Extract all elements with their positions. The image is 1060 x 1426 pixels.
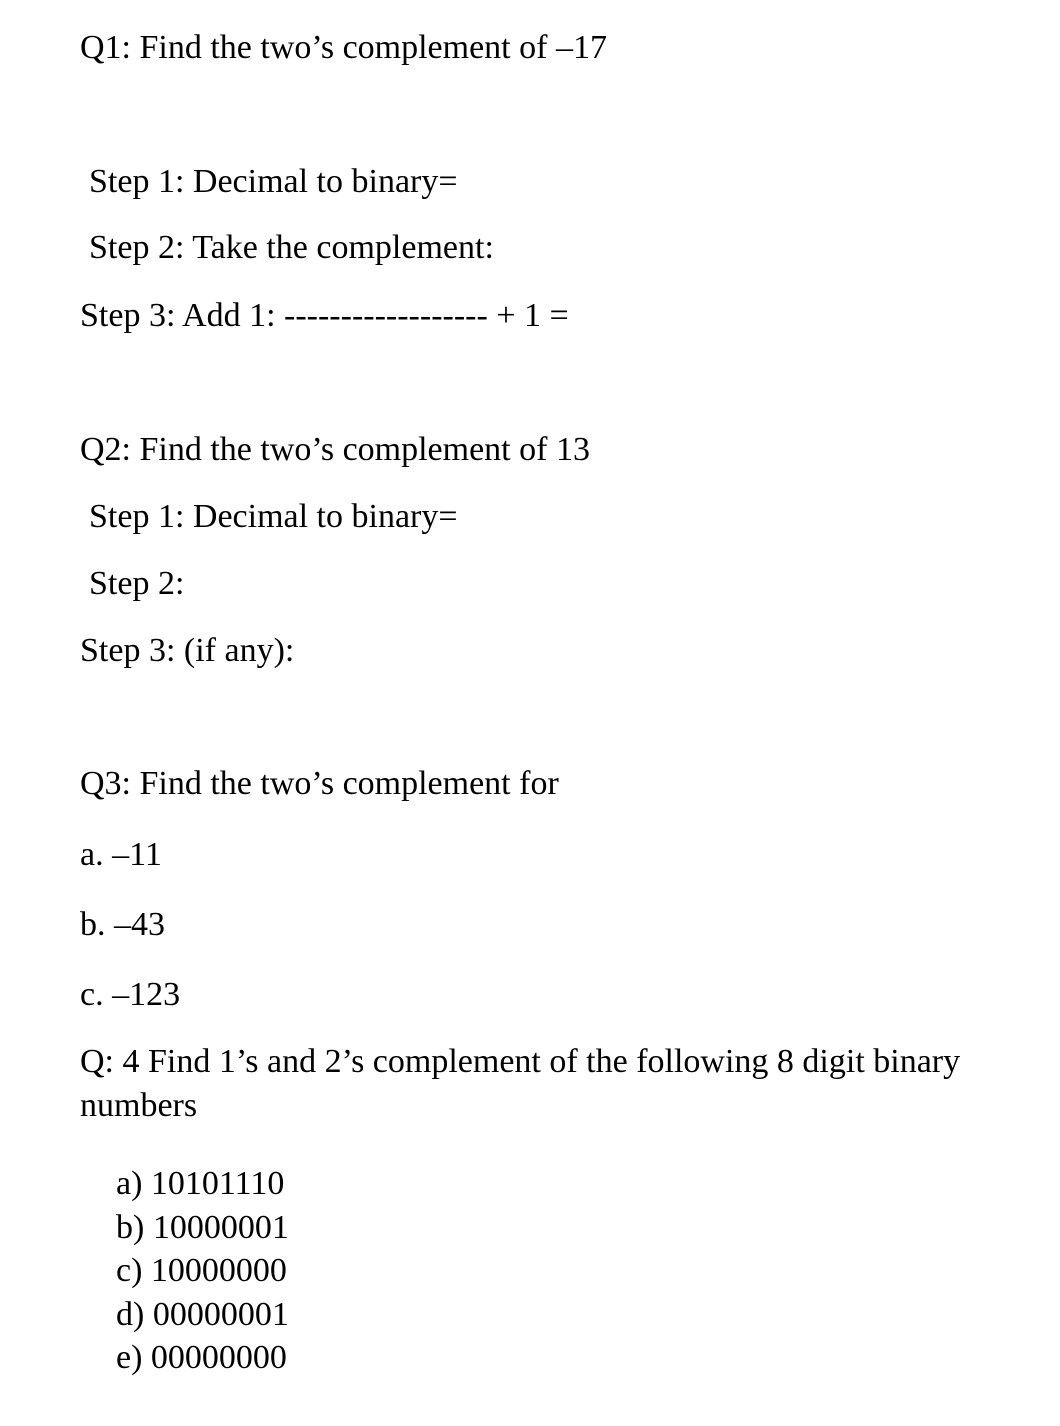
q3-item-a: a. –11 — [80, 836, 162, 873]
q2-title: Q2: Find the two’s complement of 13 — [80, 431, 590, 468]
q2-step1: Step 1: Decimal to binary= — [89, 498, 458, 535]
q3-title: Q3: Find the two’s complement for — [80, 765, 559, 802]
q4-item-e: e) 00000000 — [116, 1339, 287, 1376]
q4-item-a: a) 10101110 — [116, 1165, 285, 1202]
q4-item-c: c) 10000000 — [116, 1252, 287, 1289]
q4-item-b: b) 10000001 — [116, 1209, 289, 1246]
q3-item-c: c. –123 — [80, 976, 181, 1013]
q1-step1: Step 1: Decimal to binary= — [89, 163, 458, 200]
q4-title: Q: 4 Find 1’s and 2’s complement of the following 8 digit binary numbers — [80, 1043, 961, 1124]
q3-item-b: b. –43 — [80, 906, 165, 943]
q2-step3: Step 3: (if any): — [80, 632, 295, 669]
q1-step3: Step 3: Add 1: ------------------ + 1 = — [80, 297, 569, 334]
q1-step2: Step 2: Take the complement: — [89, 229, 494, 266]
q4-item-d: d) 00000001 — [116, 1296, 289, 1333]
q1-title: Q1: Find the two’s complement of –17 — [80, 29, 607, 66]
q2-step2: Step 2: — [89, 565, 185, 602]
